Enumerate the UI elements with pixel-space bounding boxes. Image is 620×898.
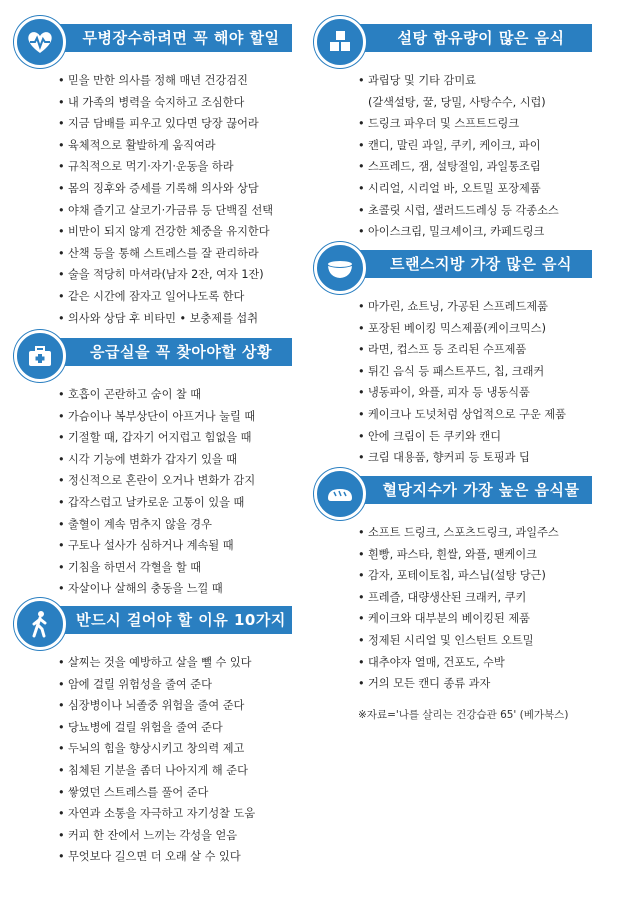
section-title: 설탕 함유량이 많은 음식 <box>340 24 592 52</box>
list-item: • 튀긴 음식 등 패스트푸드, 칩, 크래커 <box>358 361 592 383</box>
list-item: • 캔디, 말린 과일, 쿠키, 케이크, 파이 <box>358 135 592 157</box>
section-title: 무병장수하려면 꼭 해야 할일 <box>40 24 292 52</box>
list-item: • 비만이 되지 않게 건강한 체중을 유지한다 <box>58 221 292 243</box>
list-item: • 프레즐, 대량생산된 크래커, 쿠키 <box>358 587 592 609</box>
list-item: • 몸의 징후와 증세를 기록해 의사와 상담 <box>58 178 292 200</box>
walking-person-icon <box>14 598 66 650</box>
list-item: • 의사와 상담 후 비타민 • 보충제를 섭취 <box>58 308 292 330</box>
list-item: • 케이크나 도넛처럼 상업적으로 구운 제품 <box>358 404 592 426</box>
list-item: • 믿을 만한 의사를 정해 매년 건강검진 <box>58 70 292 92</box>
list-item: • 호흡이 곤란하고 숨이 찰 때 <box>58 384 292 406</box>
list-item: • 같은 시간에 잠자고 일어나도록 한다 <box>58 286 292 308</box>
sugar-cubes-icon <box>314 16 366 68</box>
list-item: • 살찌는 것을 예방하고 살을 뺄 수 있다 <box>58 652 292 674</box>
section-header <box>14 330 292 374</box>
item-list <box>314 70 592 243</box>
list-item: (갈색설탕, 꿀, 당밀, 사탕수수, 시럽) <box>368 95 546 109</box>
list-item: • 대추야자 열매, 건포도, 수박 <box>358 652 592 674</box>
list-item: • 크림 대용품, 향커피 등 토핑과 딥 <box>358 447 592 469</box>
heartbeat-icon <box>14 16 66 68</box>
list-item: • 안에 크림이 든 쿠키와 캔디 <box>358 426 592 448</box>
list-item: • 자살이나 살해의 충동을 느낄 때 <box>58 578 292 600</box>
item-list <box>14 384 292 600</box>
list-item: • 케이크와 대부분의 베이킹된 제품 <box>358 608 592 630</box>
list-item: • 흰빵, 파스타, 흰쌀, 와플, 팬케이크 <box>358 544 592 566</box>
list-item: • 구토나 설사가 심하거나 계속될 때 <box>58 535 292 557</box>
section-header <box>14 16 292 60</box>
list-item: • 기절할 때, 갑자기 어지럽고 힘없을 때 <box>58 427 292 449</box>
list-item: • 침체된 기분을 좀더 나아지게 해 준다 <box>58 760 292 782</box>
source-note: ※자료='나를 살리는 건강습관 65' (베가북스) <box>358 708 569 721</box>
list-item: • 과립당 및 기타 감미료 <box>358 70 592 92</box>
list-item: • 정신적으로 혼란이 오거나 변화가 감지 <box>58 470 292 492</box>
list-item: • 두뇌의 힘을 향상시키고 창의력 제고 <box>58 738 292 760</box>
list-item: • 스프레드, 잼, 설탕절임, 과일통조림 <box>358 156 592 178</box>
list-item: • 규칙적으로 먹기·자기·운동을 하라 <box>58 156 292 178</box>
list-item: • 야채 즐기고 살코기·가금류 등 단백질 선택 <box>58 200 292 222</box>
section-header <box>314 468 592 512</box>
item-list <box>14 70 292 329</box>
list-item: • 드링크 파우더 및 스프트드링크 <box>358 113 592 135</box>
section-title: 응급실을 꼭 찾아야할 상황 <box>40 338 292 366</box>
list-item: • 지금 담배를 피우고 있다면 당장 끊어라 <box>58 113 292 135</box>
list-item: • 라면, 컵스프 등 조리된 수프제품 <box>358 339 592 361</box>
list-item: • 정제된 시리얼 및 인스턴트 오트밀 <box>358 630 592 652</box>
section-title: 트랜스지방 가장 많은 음식 <box>340 250 592 278</box>
list-item: • 아이스크림, 밀크셰이크, 카페드링크 <box>358 221 592 243</box>
section-healthy-longevity <box>14 16 292 329</box>
list-item: • 커피 한 잔에서 느끼는 각성을 얻음 <box>58 825 292 847</box>
section-walking-reasons <box>14 598 292 868</box>
list-item: • 가슴이나 복부상단이 아프거나 눌릴 때 <box>58 406 292 428</box>
bread-icon <box>314 468 366 520</box>
item-list <box>314 296 592 469</box>
list-item: • 시리얼, 시리얼 바, 오트밀 포장제품 <box>358 178 592 200</box>
bowl-icon <box>314 242 366 294</box>
list-item: • 포장된 베이킹 믹스제품(케이크믹스) <box>358 318 592 340</box>
section-emergency-room <box>14 330 292 600</box>
list-item: • 감자, 포테이토칩, 파스닙(설탕 당근) <box>358 565 592 587</box>
list-item: • 산책 등을 통해 스트레스를 잘 관리하라 <box>58 243 292 265</box>
list-item: • 초콜릿 시럽, 샐러드드레싱 등 각종소스 <box>358 200 592 222</box>
section-high-glycemic-foods <box>314 468 592 722</box>
list-item: • 육체적으로 활발하게 움직여라 <box>58 135 292 157</box>
list-item: • 무엇보다 길으면 더 오래 살 수 있다 <box>58 846 292 868</box>
list-item: • 쌓였던 스트레스를 풀어 준다 <box>58 782 292 804</box>
list-item: • 당뇨병에 걸릴 위험을 줄여 준다 <box>58 717 292 739</box>
item-list <box>14 652 292 868</box>
section-header <box>314 242 592 286</box>
list-item: • 거의 모든 캔디 종류 과자 <box>358 673 592 695</box>
section-header <box>314 16 592 60</box>
list-item: • 마가린, 쇼트닝, 가공된 스프레드제품 <box>358 296 592 318</box>
list-item: • 갑작스럽고 날카로운 고통이 있을 때 <box>58 492 292 514</box>
list-item: • 냉동파이, 와플, 피자 등 냉동식품 <box>358 382 592 404</box>
section-trans-fat-foods <box>314 242 592 469</box>
list-item: • 술을 적당히 마셔라(남자 2잔, 여자 1잔) <box>58 264 292 286</box>
section-title: 반드시 걸어야 할 이유 10가지 <box>40 606 292 634</box>
medical-kit-icon <box>14 330 66 382</box>
list-item: • 시각 기능에 변화가 갑자기 있을 때 <box>58 449 292 471</box>
list-item: • 기침을 하면서 각혈을 할 때 <box>58 557 292 579</box>
list-item: • 출혈이 계속 멈추지 않을 경우 <box>58 514 292 536</box>
section-header <box>14 598 292 642</box>
list-item: • 암에 걸릴 위험성을 줄여 준다 <box>58 674 292 696</box>
list-item: • 내 가족의 병력을 숙지하고 조심한다 <box>58 92 292 114</box>
list-item: • 자연과 소통을 자극하고 자기성찰 도움 <box>58 803 292 825</box>
section-high-sugar-foods <box>314 16 592 243</box>
list-item: • 심장병이나 뇌졸중 위험을 줄여 준다 <box>58 695 292 717</box>
list-item: • 소프트 드링크, 스포츠드링크, 과일주스 <box>358 522 592 544</box>
section-title: 혈당지수가 가장 높은 음식물 <box>340 476 592 504</box>
item-list <box>314 522 592 695</box>
